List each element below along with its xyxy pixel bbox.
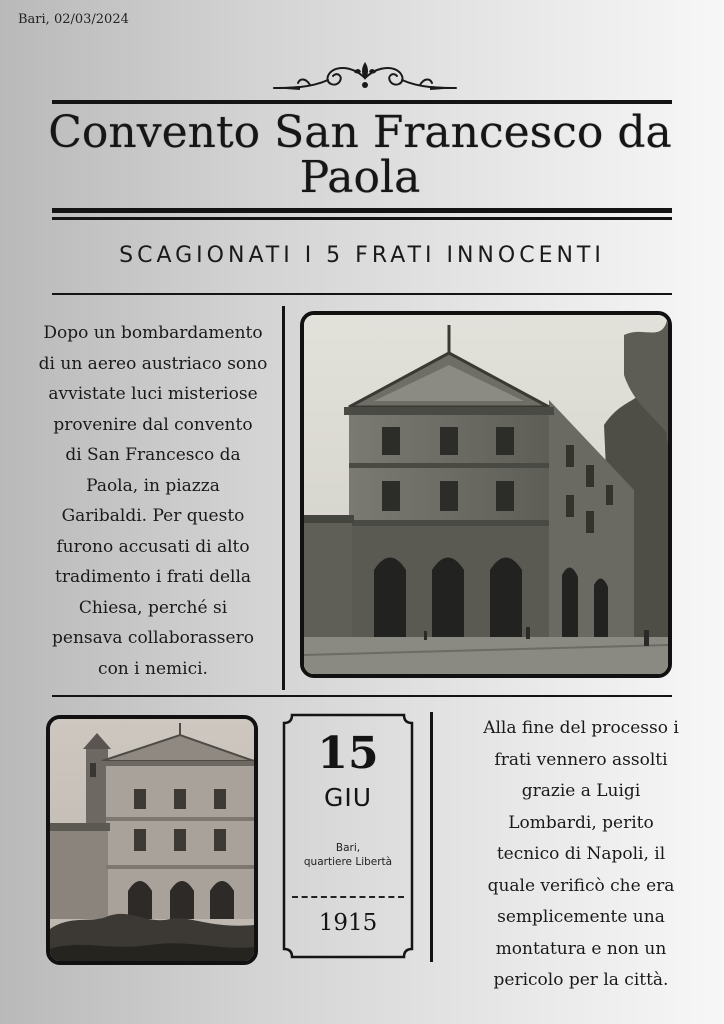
- article-right-line: quale verificò che era: [487, 875, 675, 896]
- article-left-line: Chiesa, perché si: [78, 597, 228, 618]
- article-left-line: furono accusati di alto: [56, 536, 250, 557]
- article-left-line: Paola, in piazza: [86, 475, 220, 496]
- date-place: [290, 841, 406, 869]
- headline-rule-bottom-thin: [52, 217, 672, 220]
- date-year: 1915: [318, 910, 378, 936]
- article-left: [22, 318, 284, 684]
- convent-photo-main: [300, 311, 672, 678]
- article-right: [444, 713, 718, 997]
- article-left-line: pensava collaborassero: [52, 628, 254, 648]
- section-rule-2: [52, 695, 672, 697]
- article-right-line: pericolo per la città.: [493, 970, 669, 990]
- article-left-line: di San Francesco da: [65, 445, 241, 465]
- article-left-line: avvistate luci misteriose: [48, 384, 258, 404]
- column-divider-top: [282, 306, 285, 690]
- article-right-line: grazie a Luigi: [521, 781, 641, 801]
- subheadline: SCAGIONATI I 5 FRATI INNOCENTI: [119, 243, 605, 268]
- article-left-line: di un aereo austriaco sono: [38, 353, 268, 374]
- convent-photo-small: [46, 715, 258, 965]
- article-left-line: tradimento i frati della: [54, 567, 252, 587]
- article-right-line: Alla fine del processo i: [483, 718, 679, 738]
- headline-rule-bottom-thick: [52, 208, 672, 213]
- headline-line-2: Paola: [299, 152, 421, 203]
- flourish-ornament-icon: [270, 58, 460, 98]
- article-right-line: frati vennero assolti: [494, 749, 668, 770]
- headline-rule-top: [52, 100, 672, 104]
- headline-line-1: Convento San Francesco da: [48, 107, 672, 158]
- date-place-line-1: Bari,: [335, 842, 361, 854]
- article-left-line: Dopo un bombardamento: [43, 323, 263, 343]
- date-ticket-divider: [292, 896, 404, 898]
- headline: [40, 107, 680, 203]
- article-right-line: semplicemente una: [497, 907, 665, 927]
- article-right-line: tecnico di Napoli, il: [496, 844, 666, 864]
- article-left-line: provenire dal convento: [53, 414, 253, 435]
- column-divider-bottom: [430, 712, 433, 962]
- section-rule-1: [52, 293, 672, 295]
- article-right-line: Lombardi, perito: [508, 812, 654, 833]
- article-left-line: Garibaldi. Per questo: [61, 506, 245, 526]
- date-place-line-2: quartiere Libertà: [303, 856, 393, 868]
- dateline: Bari, 02/03/2024: [18, 12, 129, 27]
- date-day: 15: [317, 728, 379, 779]
- article-right-line: montatura e non un: [495, 938, 667, 959]
- date-month: GIU: [323, 783, 373, 812]
- article-left-line: con i nemici.: [98, 658, 208, 679]
